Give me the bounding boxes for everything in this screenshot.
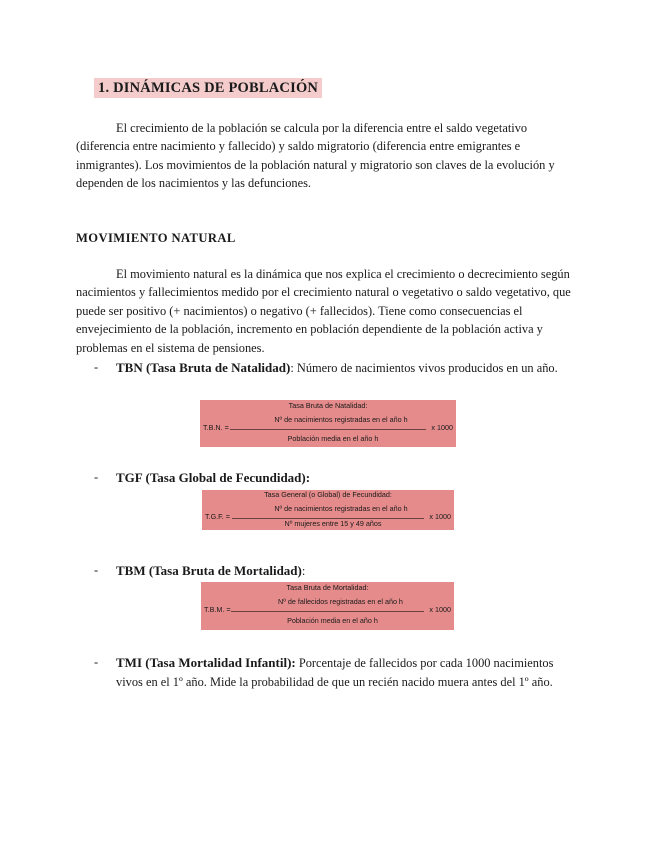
bullet-item-tbm (94, 561, 580, 581)
fraction-line (231, 611, 424, 612)
formula-numerator: Nº de nacimientos registradas en el año h (274, 504, 408, 513)
formula-numerator: Nº de nacimientos registradas en el año h (274, 415, 408, 424)
bullet-dash: - (94, 655, 99, 669)
bullet-term: TBM (Tasa Bruta de Mortalidad) (116, 563, 302, 578)
bullet-text: : (301, 564, 306, 578)
formula-multiplier: x 1000 (429, 605, 451, 614)
intro-text: El crecimiento de la población se calcula por la diferencia entre el saldo vegetativo (diferencia entre nacimiento y fallecido) y saldo migratorio (diferencia entre emigrantes e inmigrantes). Los movimientos de la población natural y migratorio son claves de la evolución y dependen de los nacimientos y las defunciones. (76, 121, 555, 191)
formula-denominator: Nº mujeres entre 15 y 49 años (284, 519, 382, 528)
bullet-term: TMI (Tasa Mortalidad Infantil): (116, 655, 296, 670)
bullet-item-tmi (94, 653, 580, 692)
formula-denominator: Población media en el año h (287, 434, 379, 443)
formula-box-tgf (202, 490, 454, 530)
bullet-item-tbn (94, 358, 580, 378)
intro-paragraph (76, 119, 576, 193)
formula-abbreviation: T.B.N. = (203, 423, 229, 432)
formula-title: Tasa Bruta de Mortalidad: (286, 583, 369, 592)
formula-abbreviation: T.G.F. = (205, 512, 230, 521)
bullet-text: Porcentaje de fallecidos por cada 1000 nacimientos vivos en el 1º año. Mide la probabilidad de que un recién nacido muera antes del 1º año. (116, 656, 554, 689)
bullet-dash: - (94, 470, 99, 484)
bullet-text: : Número de nacimientos vivos producidos en un año. (290, 361, 558, 375)
section-heading: 1. DINÁMICAS DE POBLACIÓN (94, 78, 322, 98)
fraction-line (230, 429, 426, 430)
formula-abbreviation: T.B.M. = (204, 605, 231, 614)
subsection-title: MOVIMIENTO NATURAL (76, 231, 236, 245)
formula-numerator: Nº de fallecidos registradas en el año h (278, 597, 403, 606)
bullet-dash: - (94, 360, 99, 374)
movimiento-natural-text: El movimiento natural es la dinámica que nos explica el crecimiento o decrecimiento según nacimientos y fallecimientos medido por el crecimiento natural o vegetativo o saldo vegetativo, que puede ser positivo (+ nacimientos) o negativo (+ fallecidos). Tiene como consecuencias el envejecimiento de la población, incremento en población dependiente de la población activa y problemas en el sistema de pensiones. (76, 267, 571, 355)
movimiento-natural-paragraph (76, 265, 576, 357)
formula-denominator: Población media en el año h (287, 616, 378, 625)
bullet-item-tgf (94, 468, 580, 488)
bullet-term: TBN (Tasa Bruta de Natalidad) (116, 360, 291, 375)
bullet-term: TGF (Tasa Global de Fecundidad): (116, 470, 311, 485)
formula-title: Tasa Bruta de Natalidad: (288, 401, 368, 410)
formula-box-tbn (200, 400, 456, 447)
formula-title: Tasa General (o Global) de Fecundidad: (264, 490, 392, 499)
formula-box-tbm (201, 582, 454, 630)
formula-multiplier: x 1000 (431, 423, 453, 432)
formula-multiplier: x 1000 (429, 512, 451, 521)
bullet-dash: - (94, 563, 99, 577)
